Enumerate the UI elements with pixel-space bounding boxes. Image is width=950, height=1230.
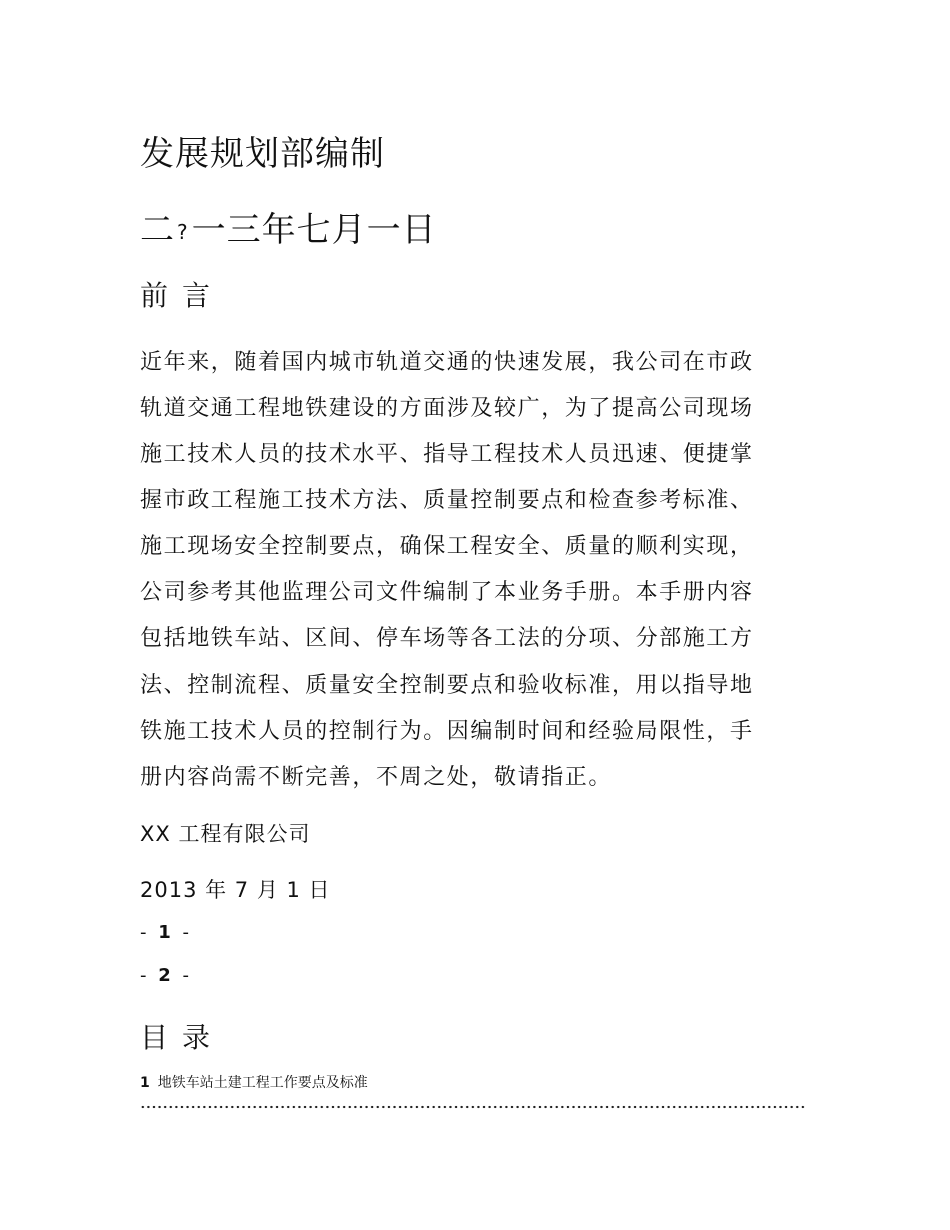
toc-entry[interactable] — [140, 1072, 368, 1092]
department-text: 发展规划部编制 — [140, 134, 385, 174]
toc-title: 目录 — [140, 1021, 225, 1054]
toc-entry-label: 地铁车站土建工程工作要点及标准 — [157, 1075, 368, 1091]
cover-date-unknown-char: ? — [177, 219, 188, 244]
preface-line: 近年来，随着国内城市轨道交通的快速发展，我公司在市政 — [140, 350, 754, 375]
preface-line: 公司参考其他监理公司文件编制了本业务手册。本手册内容 — [140, 580, 754, 605]
preface-date: 2013 年 7 月 1 日 — [140, 878, 331, 902]
preface-title: 前言 — [140, 279, 225, 312]
page-number: - 2 - — [140, 965, 192, 986]
company-name: XX 工程有限公司 — [140, 822, 311, 846]
page-number-value: 1 — [158, 922, 174, 943]
department-heading — [140, 126, 385, 175]
page-number-value: 2 — [158, 965, 174, 986]
page-number: - 1 - — [140, 922, 192, 943]
toc-entry-number: 1 — [140, 1075, 150, 1091]
preface-line: 铁施工技术人员的控制行为。因编制时间和经验局限性，手 — [140, 719, 754, 744]
preface-line: 握市政工程施工技术方法、质量控制要点和检查参考标准、 — [140, 488, 754, 513]
preface-line: 轨道交通工程地铁建设的方面涉及较广，为了提高公司现场 — [140, 396, 754, 421]
preface-line: 册内容尚需不断完善，不周之处，敬请指正。 — [140, 765, 613, 790]
preface-line: 法、控制流程、质量安全控制要点和验收标准，用以指导地 — [140, 673, 754, 698]
cover-date-prefix: 二 — [140, 210, 175, 250]
preface-line: 包括地铁车站、区间、停车场等各工法的分项、分部施工方 — [140, 626, 754, 651]
toc-leader-dots — [140, 1104, 805, 1110]
cover-date-suffix: 一三年七月一日 — [191, 210, 437, 250]
preface-line: 施工技术人员的技术水平、指导工程技术人员迅速、便捷掌 — [140, 442, 754, 467]
preface-line: 施工现场安全控制要点，确保工程安全、质量的顺利实现， — [140, 534, 754, 559]
cover-date-heading — [140, 202, 437, 251]
